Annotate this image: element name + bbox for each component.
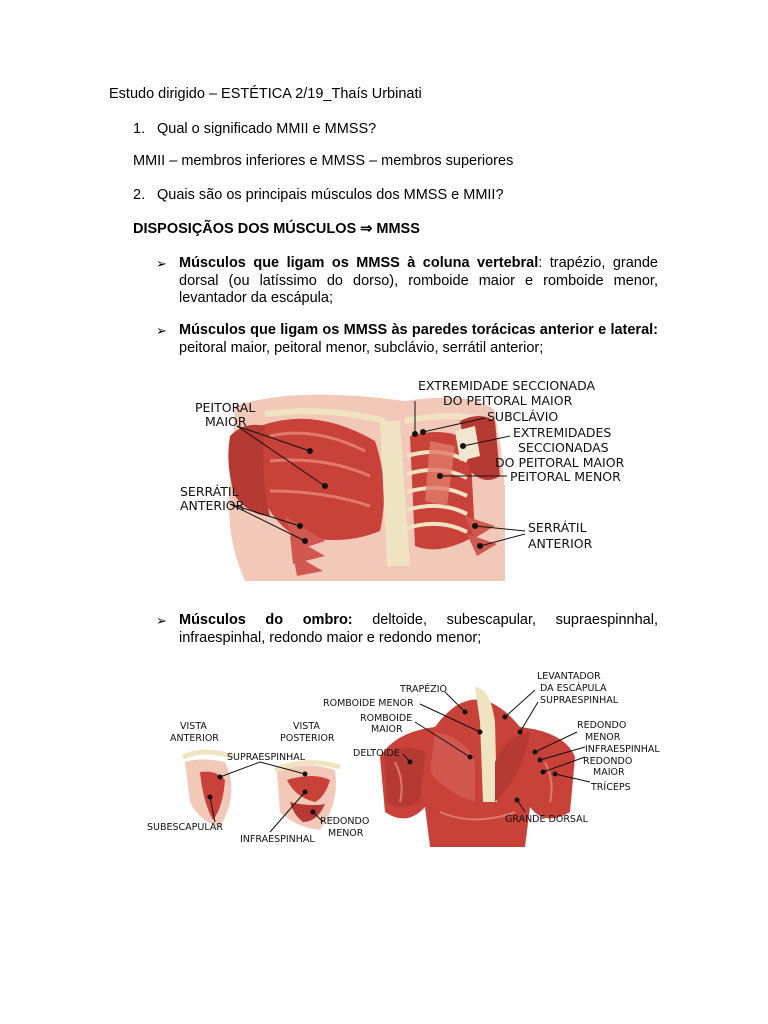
label-redondo-maior-2: MAIOR [593,767,625,778]
question-2-number: 2. [133,187,146,203]
label-infraespinhal-right: INFRAESPINHAL [585,744,660,755]
label-triceps: TRÍCEPS [591,782,631,793]
label-redondo-menor-right-1: REDONDO [577,720,627,731]
label-extremidade-2: DO PEITORAL MAIOR [443,393,573,408]
label-trapezio: TRAPÉZIO [400,684,448,695]
label-romboide-maior-2: MAIOR [371,724,403,735]
label-vista-posterior-2: POSTERIOR [280,733,335,744]
label-redondo-maior-1: REDONDO [583,756,633,767]
label-deltoide: DELTOIDE [353,748,400,759]
label-subescapular: SUBESCAPULAR [147,822,223,833]
label-vista-posterior-1: VISTA [293,721,320,732]
question-1-text: Qual o significado MMII e MMSS? [157,121,377,137]
label-serratil-right-1: SERRÁTIL [528,520,587,535]
label-supraespinhal-left: SUPRAESPINHAL [227,752,306,763]
section-heading: DISPOSIÇÃOS DOS MÚSCULOS ⇒ MMSS [133,221,420,237]
bullet-3 [179,612,658,647]
label-supraespinhal-right: SUPRAESPINHAL [540,695,619,706]
bullet-3-lead: Músculos do ombro: [179,612,353,628]
label-redondo-menor-right-2: MENOR [585,732,621,743]
label-peitoral-maior-2: MAIOR [205,414,247,429]
label-serratil-left-2: ANTERIOR [180,498,245,513]
bullet-3-rest: deltoide, subescapular, supraespinnhal, infraespinhal, redondo maior e redondo menor; [179,612,658,646]
bullet-1-rest: : trapézio, grande dorsal (ou latíssimo do dorso), romboide maior e romboide menor, levantador da escápula; [179,255,658,306]
label-redondo-menor-left-2: MENOR [328,828,364,839]
label-romboide-menor: ROMBOIDE MENOR [323,698,414,709]
label-extremidade-1: EXTREMIDADE SECCIONADA [418,378,596,393]
bullet-1 [179,255,658,308]
shoulder-muscles-figure [145,662,665,852]
label-levantador-1: LEVANTADOR [537,671,601,682]
label-extremidades-2: SECCIONADAS [518,440,609,455]
bullet-arrow-icon: ➢ [156,613,167,628]
label-vista-anterior-2: ANTERIOR [170,733,219,744]
bullet-arrow-icon: ➢ [156,256,167,271]
label-romboide-maior-1: ROMBOIDE [360,713,413,724]
question-1-number: 1. [133,121,146,137]
chest-muscles-figure [175,366,640,581]
label-infraespinhal-left: INFRAESPINHAL [240,834,315,845]
label-peitoral-maior-1: PEITORAL [195,400,256,415]
label-redondo-menor-left-1: REDONDO [320,816,370,827]
bullet-2-lead: Músculos que ligam os MMSS às paredes torácicas anterior e lateral: [179,322,658,338]
label-vista-anterior-1: VISTA [180,721,207,732]
label-extremidades-1: EXTREMIDADES [513,425,612,440]
label-grande-dorsal: GRANDE DORSAL [505,814,588,825]
label-serratil-left-1: SERRÁTIL [180,484,239,499]
label-subclavio: SUBCLÁVIO [487,409,559,424]
bullet-arrow-icon: ➢ [156,323,167,338]
label-peitoral-menor: PEITORAL MENOR [510,469,621,484]
label-serratil-right-2: ANTERIOR [528,536,593,551]
answer-1-text: MMII – membros inferiores e MMSS – membros superiores [133,153,514,169]
label-extremidades-3: DO PEITORAL MAIOR [495,455,625,470]
bullet-2-rest: peitoral maior, peitoral menor, subclávio, serrátil anterior; [179,339,544,356]
document-title: Estudo dirigido – ESTÉTICA 2/19_Thaís Urbinati [109,86,422,102]
question-2-text: Quais são os principais músculos dos MMSS e MMII? [157,187,504,203]
bullet-1-lead: Músculos que ligam os MMSS à coluna vertebral [179,255,539,271]
label-levantador-2: DA ESCÁPULA [540,683,607,694]
bullet-2 [179,322,658,357]
